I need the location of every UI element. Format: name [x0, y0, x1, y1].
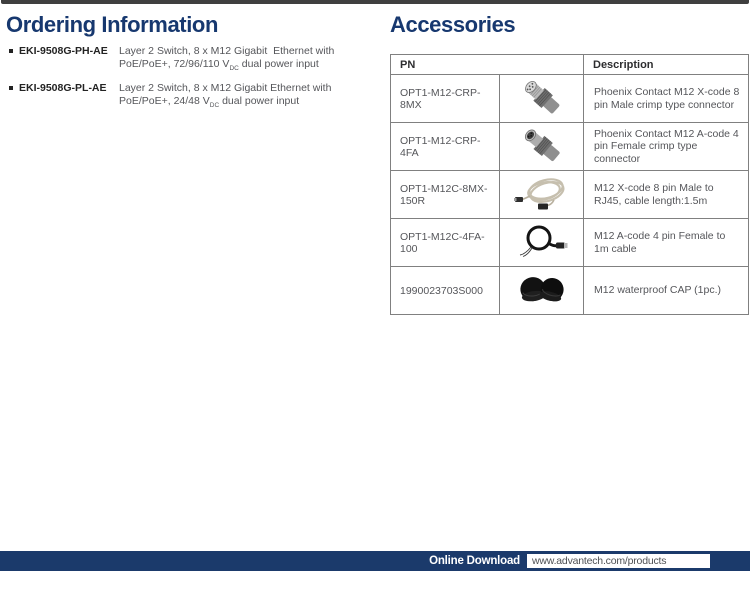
table-header-row [391, 55, 749, 75]
part-description-text: Layer 2 Switch, 8 x M12 Gigabit Ethernet with PoE/PoE+, 72/96/110 V [119, 45, 338, 70]
accessory-description: M12 A-code 4 pin Female to 1m cable [584, 219, 749, 267]
accessory-part-number: OPT1-M12-CRP-8MX [391, 75, 500, 123]
bullet-square-icon [9, 49, 13, 53]
ordering-item [6, 82, 380, 112]
table-row [391, 219, 749, 267]
part-description-tail: dual power input [219, 94, 300, 107]
vdc-subscript: DC [229, 64, 239, 72]
accessory-part-number: OPT1-M12C-4FA-100 [391, 219, 500, 267]
download-url-box [527, 554, 710, 568]
download-url: www.advantech.com/products [532, 555, 667, 567]
ordering-list [6, 45, 380, 112]
online-download-bar [0, 551, 750, 571]
part-description-text: Layer 2 Switch, 8 x M12 Gigabit Ethernet with PoE/PoE+, 24/48 V [119, 82, 335, 107]
accessory-description: Phoenix Contact M12 X-code 8 pin Male crimp type connector [584, 75, 749, 123]
accessory-part-number: 1990023703S000 [391, 267, 500, 315]
m12-a-code-4pin-female-crimp-connector-photo [514, 126, 570, 164]
accessory-image-cell [500, 267, 584, 315]
ordering-item [6, 45, 380, 75]
accessory-description: Phoenix Contact M12 A-code 4 pin Female crimp type connector [584, 123, 749, 171]
ordering-information-title: Ordering Information [6, 12, 219, 37]
part-number: EKI-9508G-PL-AE [19, 82, 107, 95]
m12-waterproof-caps-photo [514, 270, 570, 308]
table-row [391, 75, 749, 123]
accessories-table [390, 54, 749, 315]
accessory-part-number: OPT1-M12C-8MX-150R [391, 171, 500, 219]
accessory-image-cell [500, 219, 584, 267]
m12-female-1m-cable-photo [514, 222, 570, 260]
part-description-tail: dual power input [238, 57, 319, 70]
m12-to-rj45-coiled-cable-photo [513, 174, 571, 212]
pn-column-header: PN [391, 55, 584, 75]
online-download-label: Online Download [429, 555, 520, 567]
vdc-subscript: DC [209, 101, 220, 109]
table-row [391, 123, 749, 171]
description-column-header: Description [584, 55, 749, 75]
ordering-information-section [6, 13, 380, 119]
accessory-image-cell [500, 75, 584, 123]
table-row [391, 171, 749, 219]
accessory-description: M12 X-code 8 pin Male to RJ45, cable length:1.5m [584, 171, 749, 219]
part-description [119, 45, 373, 75]
bullet-square-icon [9, 86, 13, 90]
accessory-part-number: OPT1-M12-CRP-4FA [391, 123, 500, 171]
table-row [391, 267, 749, 315]
accessory-image-cell [500, 171, 584, 219]
m12-x-code-8pin-male-crimp-connector-photo [514, 78, 570, 116]
part-number: EKI-9508G-PH-AE [19, 45, 108, 57]
accessories-section [390, 13, 749, 315]
top-edge-strip [1, 0, 749, 4]
accessory-description: M12 waterproof CAP (1pc.) [584, 267, 749, 315]
accessories-title: Accessories [390, 12, 516, 37]
accessory-image-cell [500, 123, 584, 171]
part-description [119, 82, 373, 112]
